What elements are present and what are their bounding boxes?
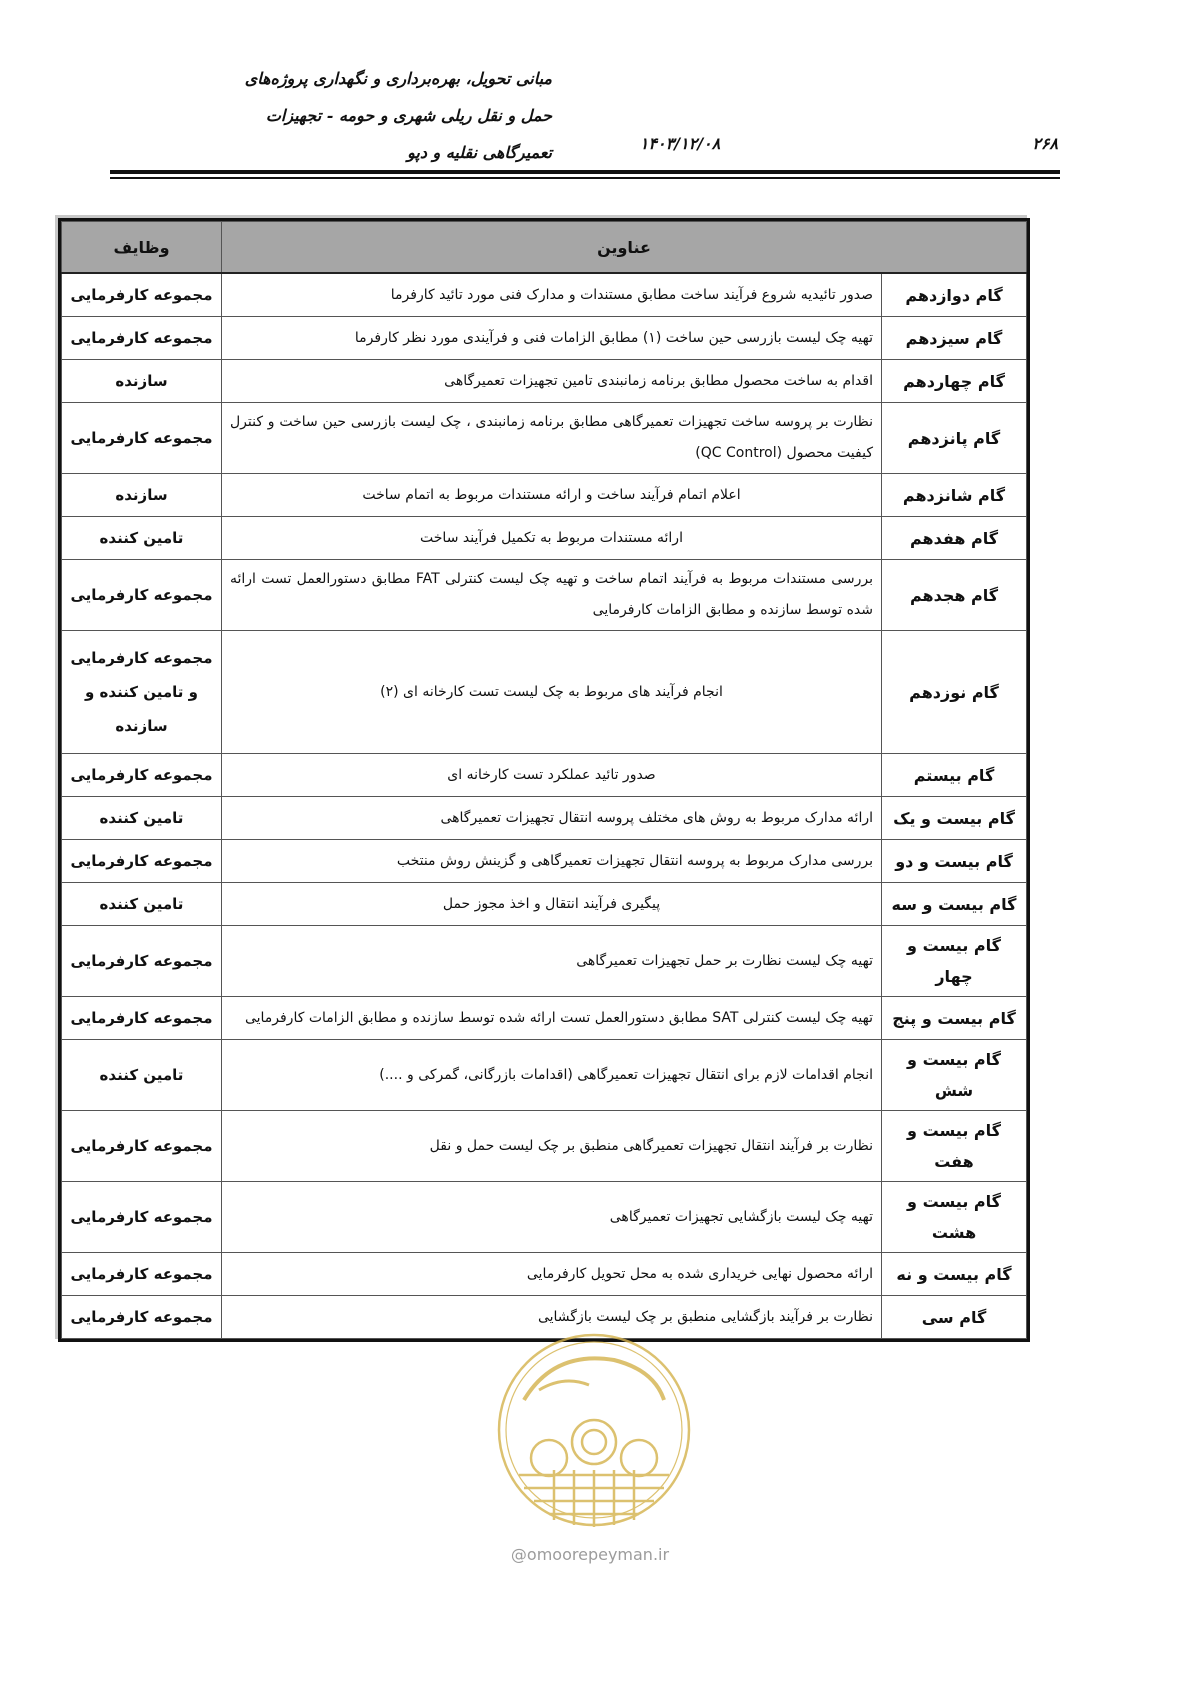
duty-cell: مجموعه کارفرمایی (62, 997, 222, 1040)
duty-cell: مجموعه کارفرمایی (62, 1111, 222, 1182)
title-cell: تهیه چک لیست بازگشایی تجهیزات تعمیرگاهی (222, 1182, 882, 1253)
step-cell: گام شانزدهم (882, 474, 1027, 517)
table-row (62, 840, 1027, 883)
title-line-1: مبانی تحویل، بهره‌برداری و نگهداری پروژه‌های (244, 69, 552, 88)
title-cell: تهیه چک لیست بازرسی حین ساخت (۱) مطابق الزامات فنی و فرآیندی مورد نظر کارفرما (222, 317, 882, 360)
title-cell: نظارت بر فرآیند انتقال تجهیزات تعمیرگاهی منطبق بر چک لیست حمل و نقل (222, 1111, 882, 1182)
step-cell: گام بیست و سه (882, 883, 1027, 926)
step-cell: گام سی (882, 1296, 1027, 1339)
step-cell: گام بیستم (882, 754, 1027, 797)
step-cell: گام بیست و پنج (882, 997, 1027, 1040)
table-row (62, 403, 1027, 474)
duty-cell: مجموعه کارفرمایی (62, 1182, 222, 1253)
step-cell: گام سیزدهم (882, 317, 1027, 360)
header-rule-thin (110, 177, 1060, 179)
table-header-row (62, 222, 1027, 274)
duty-cell: مجموعه کارفرمایی (62, 926, 222, 997)
page-header (110, 60, 1060, 190)
title-cell: اعلام اتمام فرآیند ساخت و ارائه مستندات مربوط به اتمام ساخت (222, 474, 882, 517)
header-duties: وظایف (62, 222, 222, 274)
title-cell: ارائه مستندات مربوط به تکمیل فرآیند ساخت (222, 517, 882, 560)
step-cell: گام نوزدهم (882, 631, 1027, 754)
title-cell: صدور تائیدیه شروع فرآیند ساخت مطابق مستندات و مدارک فنی مورد تائید کارفرما (222, 273, 882, 317)
table-row (62, 1040, 1027, 1111)
step-cell: گام دوازدهم (882, 273, 1027, 317)
step-cell: گام هفدهم (882, 517, 1027, 560)
title-cell: نظارت بر پروسه ساخت تجهیزات تعمیرگاهی مطابق برنامه زمانبندی ، چک لیست بازرسی حین ساخت و کنترل کیفیت محصول (QC Control) (222, 403, 882, 474)
duty-cell: تامین کننده (62, 517, 222, 560)
document-date: ۱۴۰۳/۱۲/۰۸ (639, 134, 721, 153)
title-cell: پیگیری فرآیند انتقال و اخذ مجوز حمل (222, 883, 882, 926)
step-cell: گام چهاردهم (882, 360, 1027, 403)
table-row (62, 926, 1027, 997)
table-row (62, 754, 1027, 797)
step-cell: گام بیست و چهار (882, 926, 1027, 997)
step-cell: گام هجدهم (882, 560, 1027, 631)
title-line-2: حمل و نقل ریلی شهری و حومه - تجهیزات (265, 106, 552, 125)
duty-cell: مجموعه کارفرمایی (62, 840, 222, 883)
title-cell: تهیه چک لیست نظارت بر حمل تجهیزات تعمیرگاهی (222, 926, 882, 997)
table-row (62, 1253, 1027, 1296)
duty-cell: سازنده (62, 474, 222, 517)
title-cell: صدور تائید عملکرد تست کارخانه ای (222, 754, 882, 797)
duty-cell: مجموعه کارفرمایی (62, 1253, 222, 1296)
document-title (132, 60, 552, 171)
duty-cell: مجموعه کارفرمایی (62, 273, 222, 317)
duty-cell: تامین کننده (62, 1040, 222, 1111)
title-cell: انجام فرآیند های مربوط به چک لیست تست کارخانه ای (۲) (222, 631, 882, 754)
step-cell: گام بیست و یک (882, 797, 1027, 840)
duty-cell: مجموعه کارفرمایی (62, 754, 222, 797)
table-row (62, 560, 1027, 631)
title-cell: اقدام به ساخت محصول مطابق برنامه زمانبندی تامین تجهیزات تعمیرگاهی (222, 360, 882, 403)
step-cell: گام بیست و شش (882, 1040, 1027, 1111)
watermark-stamp (494, 1330, 694, 1530)
header-rule-thick (110, 170, 1060, 174)
title-cell: بررسی مدارک مربوط به پروسه انتقال تجهیزات تعمیرگاهی و گزینش روش منتخب (222, 840, 882, 883)
duty-cell: سازنده (62, 360, 222, 403)
duty-cell: مجموعه کارفرمایی (62, 317, 222, 360)
table-row (62, 517, 1027, 560)
title-line-3: تعمیرگاهی نقلیه و دپو (407, 143, 552, 162)
header-titles: عناوین (222, 222, 1027, 274)
duty-cell: مجموعه کارفرمایی (62, 403, 222, 474)
title-cell: ارائه مدارک مربوط به روش های مختلف پروسه انتقال تجهیزات تعمیرگاهی (222, 797, 882, 840)
duty-cell: تامین کننده (62, 797, 222, 840)
table-row (62, 474, 1027, 517)
step-cell: گام پانزدهم (882, 403, 1027, 474)
title-cell: نظارت بر فرآیند بازگشایی منطبق بر چک لیست بازگشایی (222, 1296, 882, 1339)
table-row (62, 883, 1027, 926)
title-cell: بررسی مستندات مربوط به فرآیند اتمام ساخت و تهیه چک لیست کنترلی FAT مطابق دستورالعمل تست ارائه شده توسط سازنده و مطابق الزامات کارفرمایی (222, 560, 882, 631)
table-row (62, 1111, 1027, 1182)
title-cell: تهیه چک لیست کنترلی SAT مطابق دستورالعمل تست ارائه شده توسط سازنده و مطابق الزامات کارفرمایی (222, 997, 882, 1040)
step-cell: گام بیست و هشت (882, 1182, 1027, 1253)
step-cell: گام بیست و نه (882, 1253, 1027, 1296)
table-row (62, 997, 1027, 1040)
duty-cell: مجموعه کارفرمایی (62, 560, 222, 631)
page-number: ۲۶۸ (1032, 134, 1058, 153)
table-row (62, 1182, 1027, 1253)
steps-table (58, 218, 1030, 1342)
table-row (62, 273, 1027, 317)
duty-cell: مجموعه کارفرمایی و تامین کننده و سازنده (62, 631, 222, 754)
table-row (62, 317, 1027, 360)
step-cell: گام بیست و هفت (882, 1111, 1027, 1182)
title-cell: ارائه محصول نهایی خریداری شده به محل تحویل کارفرمایی (222, 1253, 882, 1296)
duty-cell: تامین کننده (62, 883, 222, 926)
duty-cell: مجموعه کارفرمایی (62, 1296, 222, 1339)
step-cell: گام بیست و دو (882, 840, 1027, 883)
title-cell: انجام اقدامات لازم برای انتقال تجهیزات تعمیرگاهی (اقدامات بازرگانی، گمرکی و ....) (222, 1040, 882, 1111)
website-text: @omoorepeyman.ir (510, 1545, 670, 1564)
table-row (62, 631, 1027, 754)
table-row (62, 360, 1027, 403)
table-row (62, 797, 1027, 840)
